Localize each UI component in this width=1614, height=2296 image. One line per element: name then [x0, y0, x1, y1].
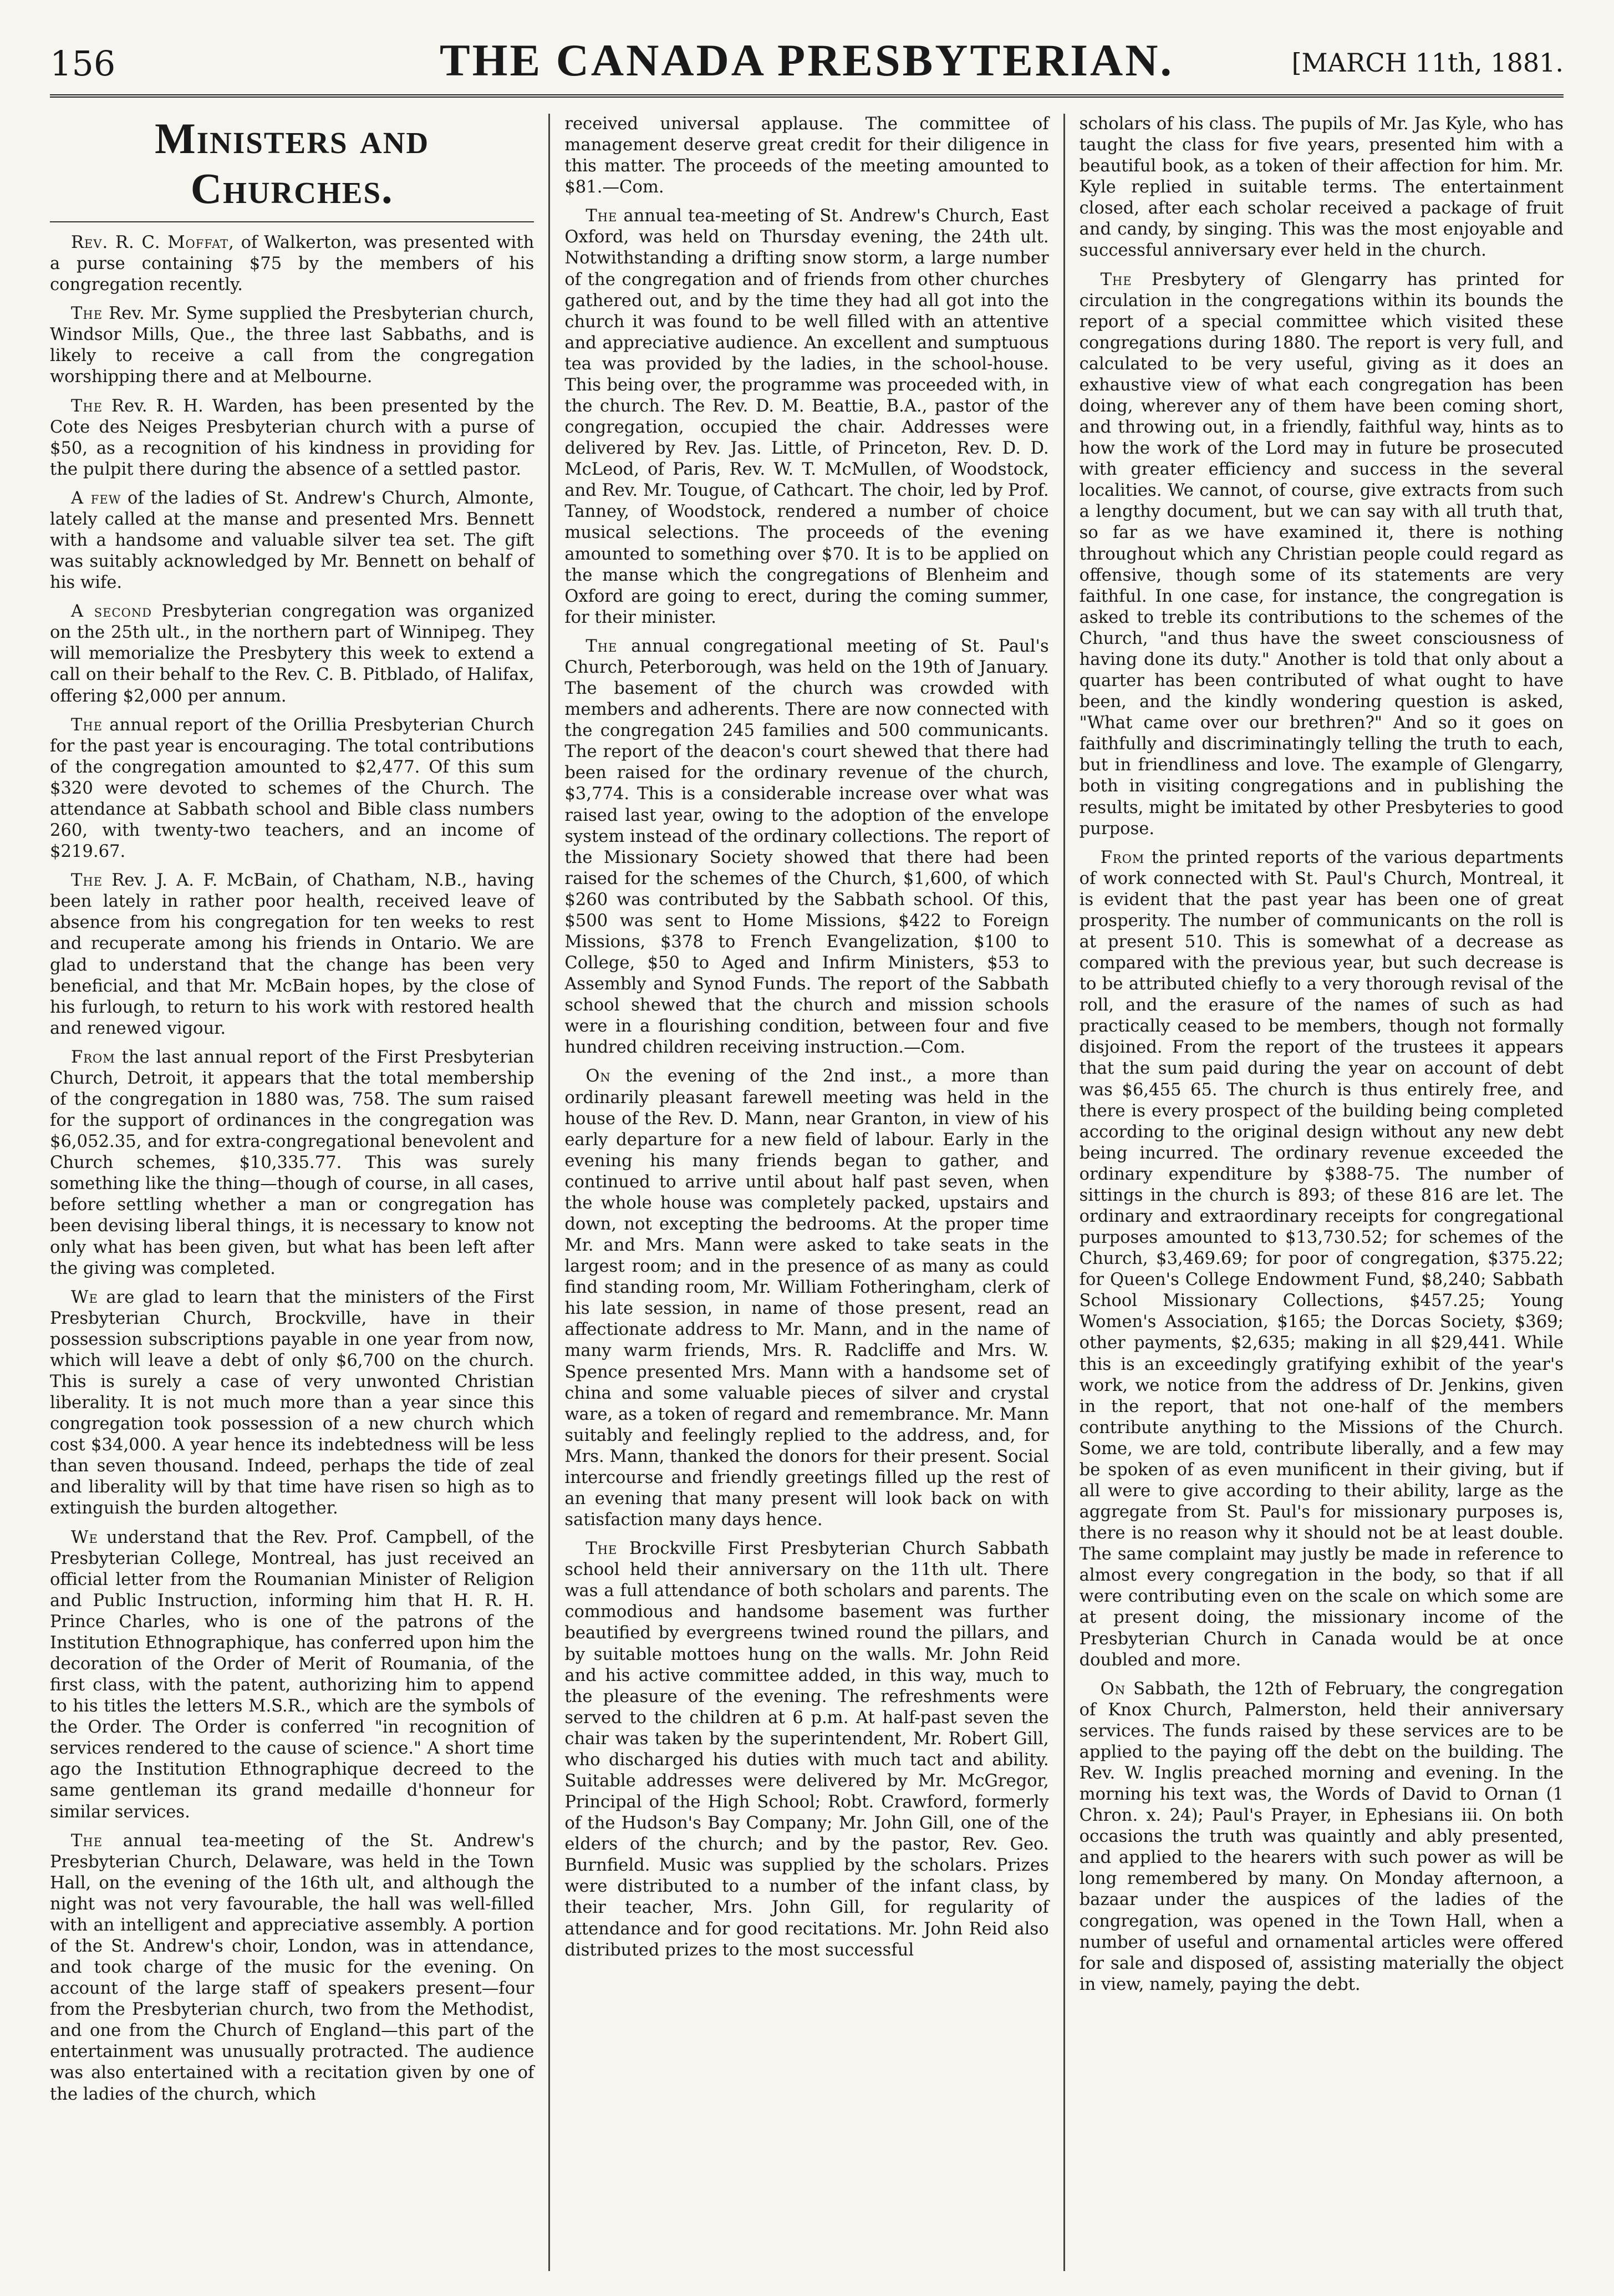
item-lead-words: The: [585, 1539, 618, 1559]
item-text: of the ladies of St. Andrew's Church, Almonte, lately called at the manse and presented Mrs. Bennett with a handsome and valuable silver tea set. The gift was suitably acknowledged by Mr. Bennett on behalf of his wife.: [50, 488, 534, 593]
news-item: [564, 114, 1048, 198]
item-text: Sabbath, the 12th of February, the congregation of Knox Church, Palmerston, held their anniversary services. The funds raised by these services are to be applied to the paying off the debt on the building. The Rev. W. Inglis preached morning and evening. In the morning his text was, the Words of David to Ornan (1 Chron. x. 24); Paul's Prayer, in Ephesians iii. On both occasions the truth was quaintly and ably presented, and applied to the hearers with such power as will be long remembered by many. On Monday afternoon, a bazaar under the auspices of the ladies of the congregation, was opened in the Town Hall, when a number of useful and ornamental articles were offered for sale and disposed of, assisting materially the object in view, namely, paying the debt.: [1079, 1679, 1564, 1994]
item-text: annual tea-meeting of St. Andrew's Church, East Oxford, was held on Thursday evening, the 24th ult. Notwithstanding a drifting snow storm, a large number of the congregation and of friends from other churches gathered out, and by the time they had all got into the church it was found to be well filled with an attentive and appreciative audience. An excellent and sumptuous tea was provided by the ladies, in the school-house. This being over, the programme was proceeded with, in the church. The Rev. D. M. Beattie, B.A., pastor of the congregation, occupied the chair. Addresses were delivered by Rev. Jas. Little, of Princeton, Rev. D. D. McLeod, of Paris, Rev. W. T. McMullen, of Woodstock, and Rev. Mr. Tougue, of Cathcart. The choir, led by Prof. Tanney, of Woodstock, rendered a number of choice musical selections. The proceeds of the evening amounted to something over $70. It is to be applied on the manse which the congregations of Blenheim and Oxford are going to erect, during the coming summer, for their minister.: [564, 206, 1049, 627]
item-text: annual report of the Orillia Presbyterian Church for the past year is encouraging. The total contributions of the congregation amounted to $2,477. Of this sum $320 were devoted to schemes of the Church. The attendance at Sabbath school and Bible class numbers 260, with twenty-two teachers, and an income of $219.67.: [50, 715, 534, 862]
item-lead-words: A second: [71, 602, 152, 622]
item-text: scholars of his class. The pupils of Mr. Jas Kyle, who has taught the class for five years, presented him with a beautiful book, as a token of their affection for him. Mr. Kyle replied in suitable terms. The entertainment closed, after each scholar received a package of fruit and candy, by singing. This was the most enjoyable and successful anniversary ever held in the church.: [1079, 114, 1564, 261]
item-lead-words: The: [585, 206, 618, 226]
item-lead-words: On: [585, 1066, 611, 1086]
item-lead-words: The: [585, 636, 618, 656]
column-2: [548, 114, 1063, 2271]
item-lead-words: We: [71, 1287, 98, 1307]
news-item: [564, 1538, 1048, 1961]
news-item: [50, 870, 534, 1039]
news-item: [50, 303, 534, 388]
news-item: [1080, 114, 1564, 262]
column-1: [50, 114, 548, 2271]
news-item: [1080, 270, 1564, 840]
issue-date: [MARCH 11th, 1881.: [1291, 48, 1564, 78]
item-lead-words: A few: [71, 488, 121, 508]
item-text: understand that the Rev. Prof. Campbell, of the Presbyterian College, Montreal, has just received an official letter from the Roumanian Minister of Religion and Public Instruction, informing him that H. R. H. Prince Charles, who is one of the patrons of the Institution Ethnographique, has conferred upon him the decoration of the Order of Merit of Roumania, of the first class, with the patent, authorizing him to append to his titles the letters M.S.R., which are the symbols of the Order. The Order is conferred "in recognition of services rendered to the cause of science." A short time ago the Institution Ethnographique decreed to the same gentleman its grand medaille d'honneur for similar services.: [50, 1527, 534, 1822]
news-item: [50, 488, 534, 593]
item-lead-words: The: [71, 396, 103, 416]
item-text: received universal applause. The committee of management deserve great credit for their diligence in this matter. The proceeds of the meeting amounted to $81.—Com.: [564, 114, 1049, 197]
column-3: [1063, 114, 1564, 2271]
news-item: [1080, 847, 1564, 1671]
masthead: [50, 28, 1564, 98]
news-item: [50, 715, 534, 863]
news-item: [564, 1066, 1048, 1531]
item-lead-words: The: [71, 715, 103, 735]
item-text: the evening of the 2nd inst., a more than ordinarily pleasant farewell meeting was held in the house of the Rev. D. Mann, near Granton, in view of his early departure for a new field of labour. Early in the evening his many friends began to gather, and continued to arrive until about half past seven, when the whole house was completely packed, upstairs and down, not excepting the bedrooms. At the proper time Mr. and Mrs. Mann were asked to take seats in the largest room; and in the presence of as many as could find standing room, Mr. William Fotheringham, clerk of his late session, in name of those present, read an affectionate address to Mr. Mann, and in the name of many warm friends, Mrs. R. Radcliffe and Mrs. W. Spence presented Mrs. Mann with a handsome set of china and some valuable pieces of silver and crystal ware, as a token of regard and remembrance. Mr. Mann suitably and feelingly replied to the address, and, for Mrs. Mann, thanked the donors for their present. Social intercourse and friendly greetings filled up the rest of an evening that many present will look back on with satisfaction many days hence.: [564, 1066, 1049, 1530]
newspaper-title: THE CANADA PRESBYTERIAN.: [440, 35, 1174, 85]
item-text: Rev. R. H. Warden, has been presented by the Cote des Neiges Presbyterian church with a purse of $50, as a recognition of his kindness in providing for the pulpit there during the absence of a settled pastor.: [50, 396, 534, 479]
page-number: 156: [50, 43, 116, 84]
news-item: [50, 601, 534, 707]
item-text: of Walkerton, was presented with a purse containing $75 by the members of his congregation recently.: [50, 233, 534, 295]
news-item: [564, 636, 1048, 1059]
item-lead-words: The: [1100, 270, 1132, 289]
item-text: Presbyterian congregation was organized on the 25th ult., in the northern part of Winnipeg. They will memorialize the Presbytery this week to extend a call on their behalf to the Rev. C. B. Pitblado, of Halifax, offering $2,000 per annum.: [50, 602, 534, 706]
news-item: [50, 232, 534, 296]
item-text: the printed reports of the various departments of work connected with St. Paul's Church, Montreal, it is evident that the past year has been one of great prosperity. The number of communicants on the roll is at present 510. This is somewhat of a decrease as compared with the previous year, but such decrease is to be attributed chiefly to a very thorough revisal of the roll, and the erasure of the names of such as had practically ceased to be members, though not formally disjoined. From the report of the trustees it appears that the sum paid during the year on account of debt was $6,455 65. The church is thus entirely free, and there is every prospect of the building being completed according to the original design without any new debt being incurred. The ordinary revenue exceeded the ordinary expenditure by $388-75. The number of sittings in the church is 893; of these 816 are let. The ordinary and extraordinary receipts for congregational purposes amounted to $13,730.52; for schemes of the Church, $3,469.69; for poor of congregation, $375.22; for Queen's College Endowment Fund, $8,240; Sabbath School Missionary Collections, $457.25; Young Women's Association, $165; the Dorcas Society, $369; other payments, $2,635; making in all $29,441. While this is an exceedingly gratifying exhibit of the year's work, we notice from the address of Dr. Jenkins, given in the report, that not one-half of the members contribute anything to the Missions of the Church. Some, we are told, contribute liberally, and a few may be spoken of as even munificent in their giving, but if all were to give according to their ability, large as the aggregate from St. Paul's for missionary purposes is, there is no reason why it should not be at least double. The same complaint may justly be made in reference to almost every congregation in the body, so that if all were contributing even on the scale on which some are at present doing, the missionary income of the Presbyterian Church in Canada would be at once doubled and more.: [1079, 847, 1564, 1670]
news-item: [50, 1047, 534, 1279]
news-item: [50, 1287, 534, 1520]
item-lead-words: On: [1100, 1679, 1126, 1699]
section-heading: Ministers and Churches.: [155, 114, 430, 212]
item-lead-words: The: [71, 304, 103, 324]
news-item: [50, 1527, 534, 1823]
item-lead-words: From: [1100, 847, 1145, 867]
item-lead-words: The: [71, 1831, 103, 1851]
article-columns: [50, 114, 1564, 2271]
news-item: [1080, 1679, 1564, 1995]
news-item: [50, 396, 534, 480]
item-text: Rev. Mr. Syme supplied the Presbyterian church, Windsor Mills, Que., the three last Sabbaths, and is likely to receive a call from the congregation worshipping there and at Melbourne.: [50, 304, 534, 387]
item-text: Rev. J. A. F. McBain, of Chatham, N.B., having been lately in rather poor health, received leave of absence from his congregation for ten weeks to rest and recuperate among his friends in Ontario. We are glad to understand that the change has been very beneficial, and that Mr. McBain hopes, by the close of his furlough, to return to his work with restored health and renewed vigour.: [50, 871, 534, 1038]
item-lead-words: From: [71, 1047, 115, 1067]
item-lead-words: The: [71, 871, 103, 891]
section-divider: [50, 221, 534, 222]
item-text: annual congregational meeting of St. Paul's Church, Peterborough, was held on the 19th of January. The basement of the church was crowded with members and adherents. There are now connected with the congregation 245 families and 500 communicants. The report of the deacon's court shewed that there had been raised for the ordinary revenue of the church, $3,774. This is a considerable increase over what was raised last year, owing to the adoption of the envelope system instead of the ordinary collections. The report of the Missionary Society showed that there had been raised for the schemes of the Church, $1,600, of which $260 was contributed by the Sabbath school. Of this, $500 was sent to Home Missions, $422 to Foreign Missions, $378 to French Evangelization, $100 to College, $50 to Aged and Infirm Ministers, $53 to Assembly and Synod Funds. The report of the Sabbath school shewed that the church and mission schools were in a flourishing condition, between four and five hundred children receiving instruction.—Com.: [564, 636, 1049, 1058]
item-lead-words: We: [71, 1527, 98, 1547]
item-lead-words: Rev. R. C. Moffat,: [71, 233, 235, 252]
news-item: [50, 1831, 534, 2105]
item-text: are glad to learn that the ministers of the First Presbyterian Church, Brockville, have in their possession subscriptions payable in one year from now, which will leave a debt of only $6,700 on the church. This is surely a case of very unwonted Christian liberality. It is not much more than a year since this congregation took possession of a new church which cost $34,000. A year hence its indebtedness will be less than seven thousand. Indeed, perhaps the tide of zeal and liberality will by that time have risen so high as to extinguish the burden altogether.: [50, 1287, 534, 1518]
item-text: annual tea-meeting of the St. Andrew's Presbyterian Church, Delaware, was held in the Town Hall, on the evening of the 16th ult, and although the night was not very favourable, the hall was well-filled with an intelligent and appreciative assembly. A portion of the St. Andrew's choir, London, was in attendance, and took charge of the music for the evening. On account of the large staff of speakers present—four from the Presbyterian church, two from the Methodist, and one from the Church of England—this part of the entertainment was unusually protracted. The audience was also entertained with a recitation given by one of the ladies of the church, which: [50, 1831, 534, 2104]
news-item: [564, 206, 1048, 628]
item-text: Presbytery of Glengarry has printed for circulation in the congregations within its bounds the report of a special committee which visited these congregations during 1880. The report is very full, and calculated to be very useful, giving as it does an exhaustive view of what each congregation has been doing, wherever any of them have been coming short, and throwing out, in a friendly, faithful way, hints as to how the work of the Lord may in future be prosecuted with greater efficiency and success in the several localities. We cannot, of course, give extracts from such a lengthy document, but we can say with all truth that, so far as we have examined it, there is nothing throughout which any Christian people could regard as offensive, though some of its statements are very faithful. In one case, for instance, the congregation is asked to treble its contributions to the schemes of the Church, "and thus have the sweet consciousness of having done its duty." Another is told that only about a quarter has been contributed of what ought to have been, and the kindly wondering question is asked, "What came over our brethren?" And so it goes on faithfully and discriminatingly telling the truth to each, but in friendliness and love. The example of Glengarry, both in visiting congregations and in publishing the results, might be imitated by other Presbyteries to good purpose.: [1079, 270, 1564, 839]
item-text: the last annual report of the First Presbyterian Church, Detroit, it appears that the total membership of the congregation in 1880 was, 758. The sum raised for the support of ordinances in the congregation was $6,052.35, and for extra-congregational benevolent and Church schemes, $10,335.77. This was surely something like the thing—though of course, in all cases, before settling whether a man or congregation has been devising liberal things, it is necessary to know not only what has been given, but what has been left after the giving was completed.: [50, 1047, 534, 1278]
item-text: Brockville First Presbyterian Church Sabbath school held their anniversary on the 11th ult. There was a full attendance of both scholars and parents. The commodious and handsome basement was further beautified by evergreens twined round the pillars, and by suitable mottoes hung on the walls. Mr. John Reid and his active committee added, in this way, much to the pleasure of the evening. The refreshments were served to the children at 6 p.m. At half-past seven the chair was taken by the superintendent, Mr. Robert Gill, who discharged his duties with much tact and ability. Suitable addresses were delivered by Mr. McGregor, Principal of the High School; Robt. Crawford, formerly of the Hudson's Bay Company; Mr. John Gill, one of the elders of the church; and by the pastor, Rev. Geo. Burnfield. Music was supplied by the scholars. Prizes were distributed to a number of the infant class, by their teacher, Mrs. John Gill, for regularity of attendance and for good recitations. Mr. John Reid also distributed prizes to the most successful: [564, 1539, 1049, 1960]
